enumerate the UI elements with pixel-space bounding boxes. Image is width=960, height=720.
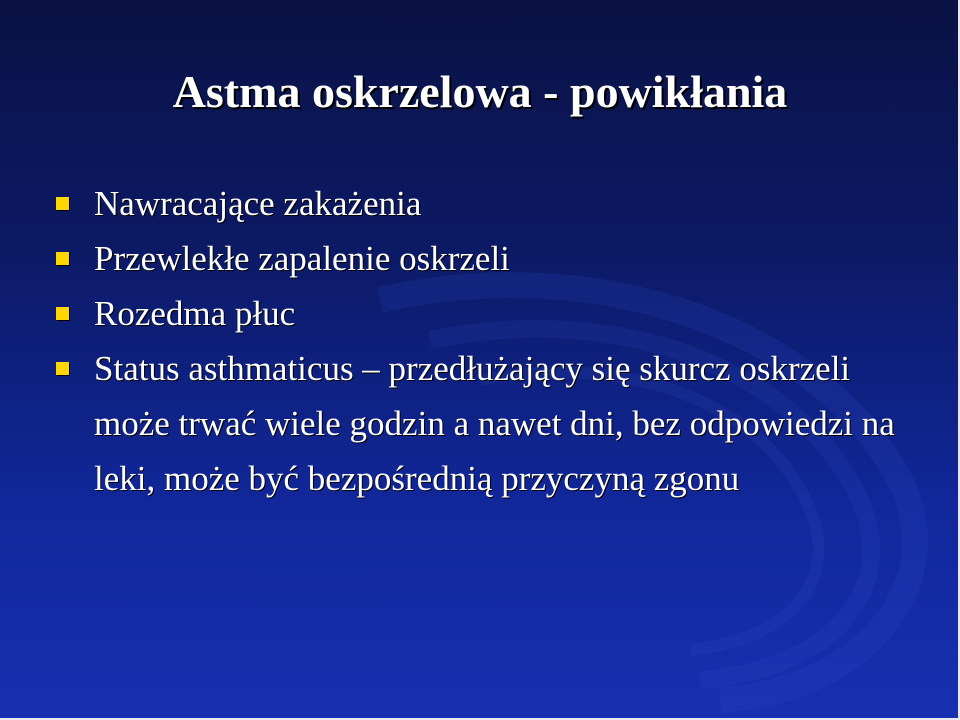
bullet-item [56, 231, 906, 286]
square-bullet-icon [56, 197, 69, 210]
bullet-item [56, 286, 906, 341]
bullet-text: Rozedma płuc [94, 294, 296, 333]
square-bullet-icon [56, 362, 69, 375]
bullet-item [56, 341, 906, 506]
bullet-text: Nawracające zakażenia [94, 184, 422, 223]
bullet-item [56, 176, 906, 231]
square-bullet-icon [56, 252, 69, 265]
square-bullet-icon [56, 307, 69, 320]
bullet-text: Status asthmaticus – przedłużający się skurcz oskrzeli może trwać wiele godzin a nawet dni, bez odpowiedzi na leki, może być bezpośrednią przyczyną zgonu [94, 349, 895, 498]
bullet-list [56, 176, 906, 506]
bullet-text: Przewlekłe zapalenie oskrzeli [94, 239, 510, 278]
slide-title: Astma oskrzelowa - powikłania [172, 66, 788, 117]
